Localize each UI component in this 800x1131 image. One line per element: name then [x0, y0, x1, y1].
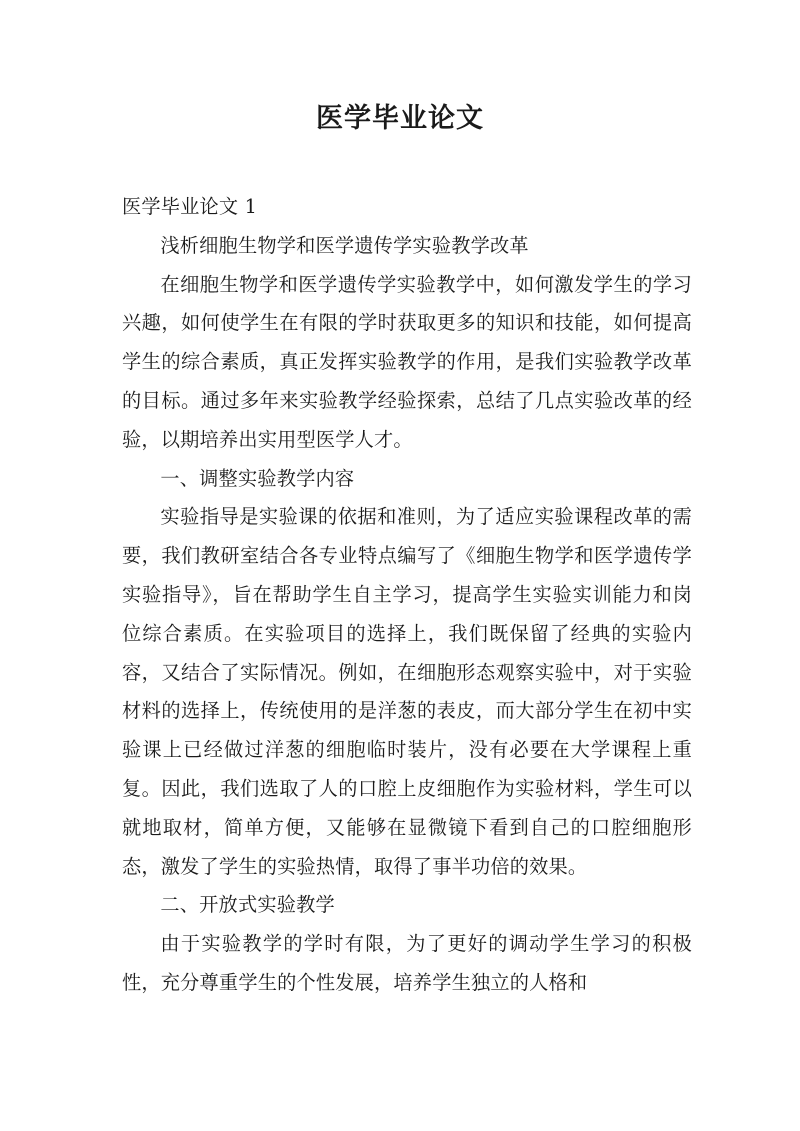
paragraph-open-teaching: 由于实验教学的学时有限，为了更好的调动学生学习的积极性，充分尊重学生的个性发展，培养学生独立的人格和	[122, 932, 692, 994]
section-label: 医学毕业论文 1	[122, 195, 258, 218]
paragraph-adjust-content: 实验指导是实验课的依据和准则，为了适应实验课程改革的需要，我们教研室结合各专业特点编写了《细胞生物学和医学遗传学实验指导》，旨在帮助学生自主学习，提高学生实验实训能力和岗位综合素质。在实验项目的选择上，我们既保留了经典的实验内容，又结合了实际情况。例如，在细胞形态观察实验中，对于实验材料的选择上，传统使用的是洋葱的表皮，而大部分学生在初中实验课上已经做过洋葱的细胞临时装片，没有必要在大学课程上重复。因此，我们选取了人的口腔上皮细胞作为实验材料，学生可以就地取材，简单方便，又能够在显微镜下看到自己的口腔细胞形态，激发了学生的实验热情，取得了事半功倍的效果。	[122, 505, 692, 878]
heading-adjust-content: 一、调整实验教学内容	[160, 466, 355, 490]
paper-title: 浅析细胞生物学和医学遗传学实验教学改革	[160, 233, 529, 257]
paragraph-intro: 在细胞生物学和医学遗传学实验教学中，如何激发学生的学习兴趣，如何使学生在有限的学时获取更多的知识和技能，如何提高学生的综合素质，真正发挥实验教学的作用，是我们实验教学改革的目标。通过多年来实验教学经验探索，总结了几点实验改革的经验，以期培养出实用型医学人才。	[122, 272, 692, 451]
document-title: 医学毕业论文	[316, 103, 484, 134]
heading-open-teaching: 二、开放式实验教学	[160, 893, 335, 917]
document-body	[122, 188, 692, 1003]
